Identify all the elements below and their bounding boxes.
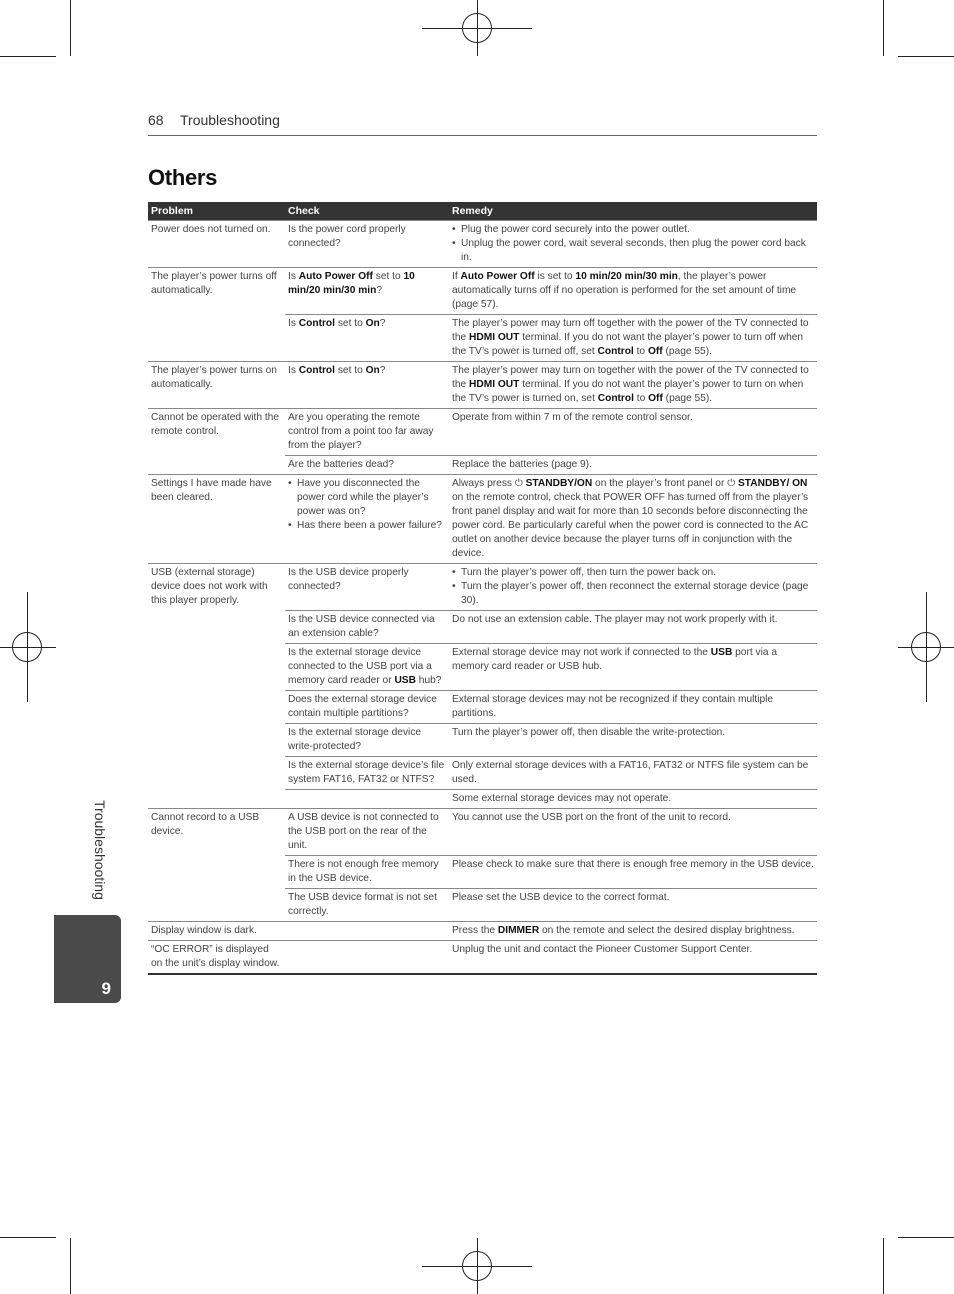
remedy-cell: External storage devices may not be recognized if they contain multiple partitions. — [449, 691, 817, 724]
check-cell: Does the external storage device contain multiple partitions? — [285, 691, 449, 724]
problem-cell: “OC ERROR” is displayed on the unit’s display window. — [148, 941, 285, 975]
section-title: Troubleshooting — [180, 112, 280, 128]
remedy-cell — [449, 564, 817, 611]
check-cell-empty — [285, 922, 449, 941]
chapter-number: 9 — [101, 979, 111, 998]
remedy-cell: Please set the USB device to the correct format. — [449, 889, 817, 922]
troubleshooting-table — [148, 202, 817, 975]
remedy-cell: Unplug the unit and contact the Pioneer Customer Support Center. — [449, 941, 817, 975]
check-cell: Is Control set to On? — [285, 362, 449, 409]
remedy-cell: Replace the batteries (page 9). — [449, 456, 817, 475]
check-cell — [285, 475, 449, 564]
remedy-cell: Turn the player’s power off, then disable the write-protection. — [449, 724, 817, 757]
check-cell: Is the USB device connected via an extension cable? — [285, 611, 449, 644]
table-row — [148, 475, 817, 564]
page-number: 68 — [148, 112, 164, 128]
problem-cell: Display window is dark. — [148, 922, 285, 941]
check-cell: Is the external storage device write-protected? — [285, 724, 449, 757]
problem-cell: The player’s power turns off automatically. — [148, 268, 285, 362]
problem-cell: Cannot be operated with the remote control. — [148, 409, 285, 475]
remedy-cell — [449, 221, 817, 268]
problem-cell: USB (external storage) device does not work with this player properly. — [148, 564, 285, 809]
table-row — [148, 409, 817, 456]
column-header-check: Check — [285, 202, 449, 221]
remedy-bullet: • Unplug the power cord, wait several seconds, then plug the power cord back in. — [452, 237, 814, 265]
check-cell: The USB device format is not set correctly. — [285, 889, 449, 922]
problem-cell: Cannot record to a USB device. — [148, 809, 285, 922]
check-cell: Is the external storage device’s file system FAT16, FAT32 or NTFS? — [285, 757, 449, 790]
page-header — [148, 112, 817, 136]
page-title: Others — [148, 165, 218, 190]
remedy-cell: Do not use an extension cable. The player may not work properly with it. — [449, 611, 817, 644]
remedy-cell: Press the DIMMER on the remote and select the desired display brightness. — [449, 922, 817, 941]
remedy-bullet: • Turn the player’s power off, then turn the power back on. — [452, 566, 814, 580]
table-row — [148, 268, 817, 315]
check-cell: Are the batteries dead? — [285, 456, 449, 475]
power-icon: ⏻ — [727, 478, 736, 489]
check-bullet: • Have you disconnected the power cord while the player’s power was on? — [288, 477, 446, 519]
table-row — [148, 221, 817, 268]
remedy-cell: Only external storage devices with a FAT16, FAT32 or NTFS file system can be used. — [449, 757, 817, 790]
remedy-cell: If Auto Power Off is set to 10 min/20 min/30 min, the player’s power automatically turns off if no operation is performed for the set amount of time (page 57). — [449, 268, 817, 315]
problem-cell: The player’s power turns on automatically. — [148, 362, 285, 409]
check-cell-empty — [285, 941, 449, 975]
column-header-remedy: Remedy — [449, 202, 817, 221]
remedy-cell: The player’s power may turn on together with the power of the TV connected to the HDMI OUT terminal. If you do not want the player’s power to turn on when the TV’s power is turned on, set Control to Off (page 55). — [449, 362, 817, 409]
table-row — [148, 362, 817, 409]
remedy-cell: Operate from within 7 m of the remote control sensor. — [449, 409, 817, 456]
column-header-problem: Problem — [148, 202, 285, 221]
table-header-row — [148, 202, 817, 221]
remedy-cell: Always press ⏻ STANDBY/ON on the player’s front panel or ⏻ STANDBY/ ON on the remote control, check that POWER OFF has turned off from the player’s front panel display and wait for more than 10 seconds before disconnecting the power cord. Be particularly careful when the power cord is connected to the AC outlet on another device because the player turns off in conjunction with the device. — [449, 475, 817, 564]
remedy-bullet: • Plug the power cord securely into the power outlet. — [452, 223, 814, 237]
check-bullet: • Has there been a power failure? — [288, 519, 446, 533]
power-icon: ⏻ — [514, 478, 523, 489]
check-cell: Are you operating the remote control from a point too far away from the player? — [285, 409, 449, 456]
check-cell: Is the USB device properly connected? — [285, 564, 449, 611]
check-cell: A USB device is not connected to the USB port on the rear of the unit. — [285, 809, 449, 856]
check-cell: Is the external storage device connected to the USB port via a memory card reader or USB hub? — [285, 644, 449, 691]
chapter-tab — [54, 915, 121, 1003]
remedy-cell: The player’s power may turn off together with the power of the TV connected to the HDMI OUT terminal. If you do not want the player’s power to turn off when the TV’s power is turned off, set Control to Off (page 55). — [449, 315, 817, 362]
table-row — [148, 922, 817, 941]
remedy-cell: External storage device may not work if connected to the USB port via a memory card reader or USB hub. — [449, 644, 817, 691]
check-cell: There is not enough free memory in the USB device. — [285, 856, 449, 889]
remedy-cell: Please check to make sure that there is enough free memory in the USB device. — [449, 856, 817, 889]
table-row — [148, 809, 817, 856]
check-cell-empty — [285, 790, 449, 809]
table-row — [148, 941, 817, 975]
remedy-cell: You cannot use the USB port on the front of the unit to record. — [449, 809, 817, 856]
remedy-bullet: • Turn the player’s power off, then reconnect the external storage device (page 30). — [452, 580, 814, 608]
side-section-label — [88, 800, 112, 910]
side-section-label-text: Troubleshooting — [92, 800, 108, 900]
table-row — [148, 564, 817, 611]
check-cell: Is the power cord properly connected? — [285, 221, 449, 268]
remedy-cell: Some external storage devices may not operate. — [449, 790, 817, 809]
problem-cell: Settings I have made have been cleared. — [148, 475, 285, 564]
check-cell: Is Control set to On? — [285, 315, 449, 362]
check-cell: Is Auto Power Off set to 10 min/20 min/30 min? — [285, 268, 449, 315]
problem-cell: Power does not turned on. — [148, 221, 285, 268]
